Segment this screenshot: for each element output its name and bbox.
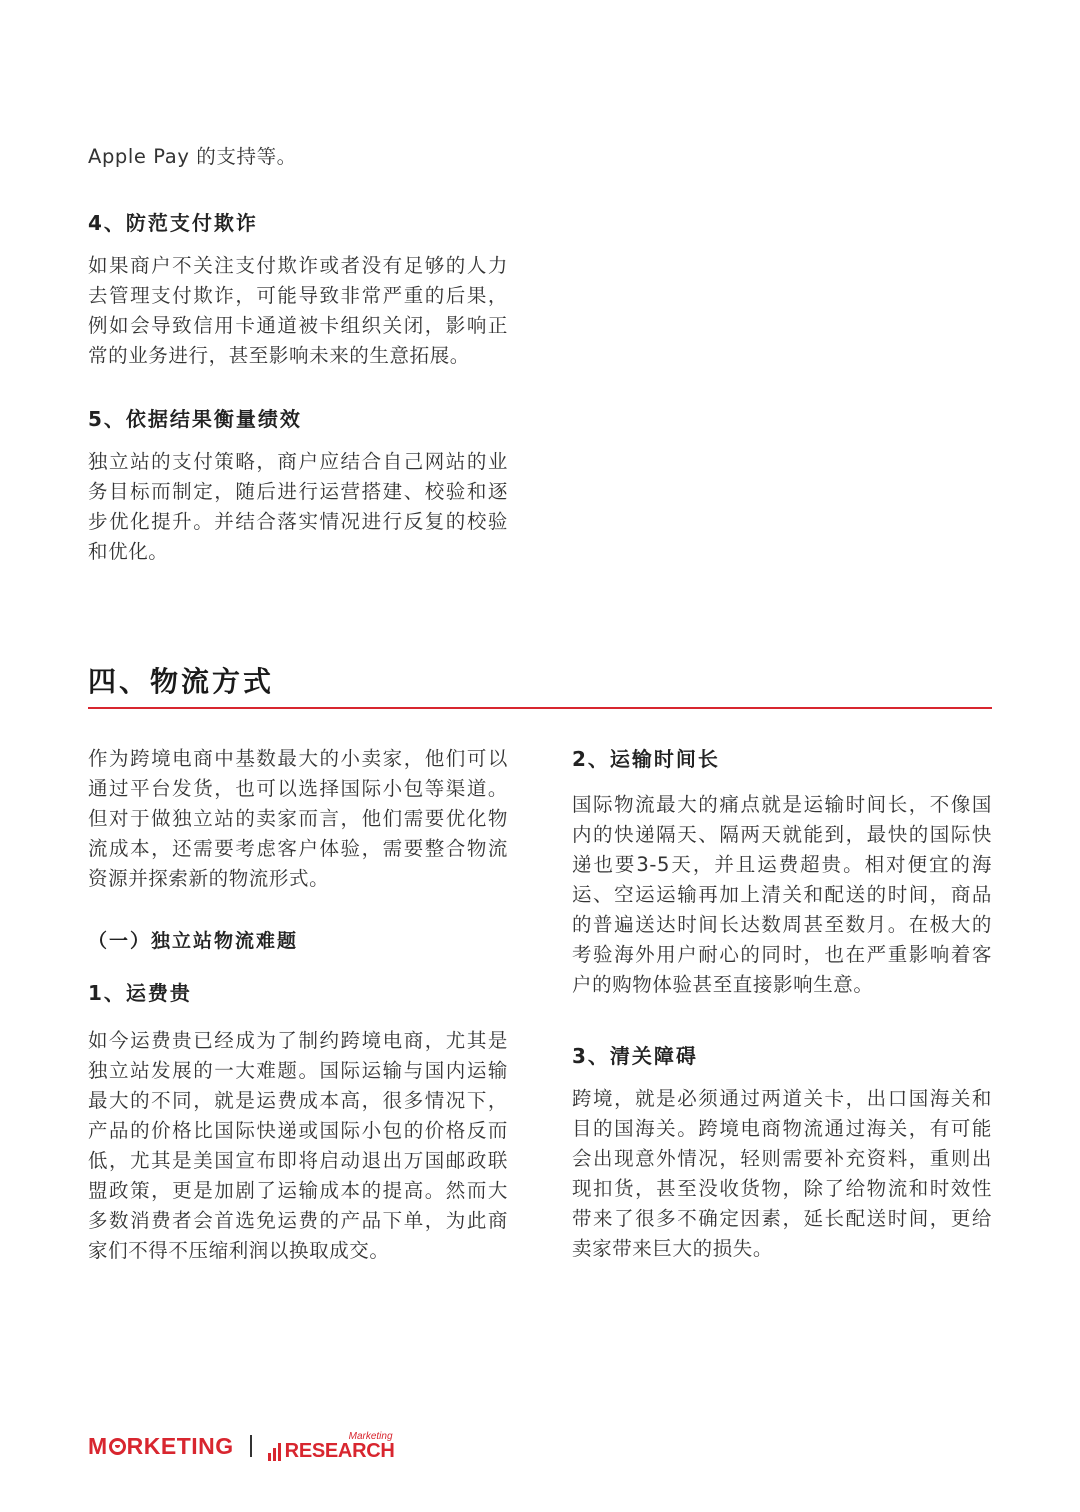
carryover-text: Apple Pay 的支持等。: [88, 145, 297, 168]
footer-logos: [88, 1426, 395, 1466]
item-2-heading: 2、运输时间长: [572, 747, 720, 771]
marketing-logo: [88, 1433, 234, 1460]
section-divider: [88, 707, 992, 709]
section-title: 四、物流方式: [88, 665, 275, 698]
item-3-heading: 3、清关障碍: [572, 1044, 698, 1068]
point-4-heading: 4、防范支付欺诈: [88, 211, 258, 235]
marketing-logo-pre: M: [88, 1432, 108, 1459]
research-logo-small: Marketing: [348, 1431, 393, 1442]
subsection-title: （一）独立站物流难题: [88, 930, 299, 952]
point-4-body: 如果商户不关注支付欺诈或者没有足够的人力去管理支付欺诈，可能导致非常严重的后果，例如会导致信用卡通道被卡组织关闭，影响正常的业务进行，甚至影响未来的生意拓展。: [88, 254, 508, 367]
research-logo-word: RESEARCH: [284, 1440, 395, 1462]
item-1-heading: 1、运费贵: [88, 981, 192, 1005]
marketing-logo-post: RKETING: [126, 1432, 234, 1459]
point-5-body: 独立站的支付策略，商户应结合自己网站的业务目标而制定，随后进行运营搭建、校验和逐步优化提升。并结合落实情况进行反复的校验和优化。: [88, 450, 508, 563]
item-1-body: 如今运费贵已经成为了制约跨境电商，尤其是独立站发展的一大难题。国际运输与国内运输最大的不同，就是运费成本高，很多情况下，产品的价格比国际快递或国际小包的价格反而低，尤其是美国宣布即将启动退出万国邮政联盟政策，更是加剧了运输成本的提高。然而大多数消费者会首选免运费的产品下单，为此商家们不得不压缩利润以换取成交。: [88, 1029, 508, 1262]
logo-divider: [250, 1435, 252, 1457]
bar-chart-icon: [268, 1443, 283, 1461]
smile-o-icon: [109, 1438, 126, 1455]
research-logo: [268, 1431, 395, 1461]
item-3-body: 跨境，就是必须通过两道关卡，出口国海关和目的国海关。跨境电商物流通过海关，有可能会出现意外情况，轻则需要补充资料，重则出现扣货，甚至没收货物，除了给物流和时效性带来了很多不确定因素，延长配送时间，更给卖家带来巨大的损失。: [572, 1087, 992, 1260]
point-5-heading: 5、依据结果衡量绩效: [88, 407, 302, 431]
section-intro: 作为跨境电商中基数最大的小卖家，他们可以通过平台发货，也可以选择国际小包等渠道。但对于做独立站的卖家而言，他们需要优化物流成本，还需要考虑客户体验，需要整合物流资源并探索新的物流形式。: [88, 747, 508, 890]
item-2-body: 国际物流最大的痛点就是运输时间长，不像国内的快递隔天、隔两天就能到，最快的国际快递也要3-5天，并且运费超贵。相对便宜的海运、空运运输再加上清关和配送的时间，商品的普遍送达时间长达数周甚至数月。在极大的考验海外用户耐心的同时，也在严重影响着客户的购物体验甚至直接影响生意。: [572, 793, 992, 996]
